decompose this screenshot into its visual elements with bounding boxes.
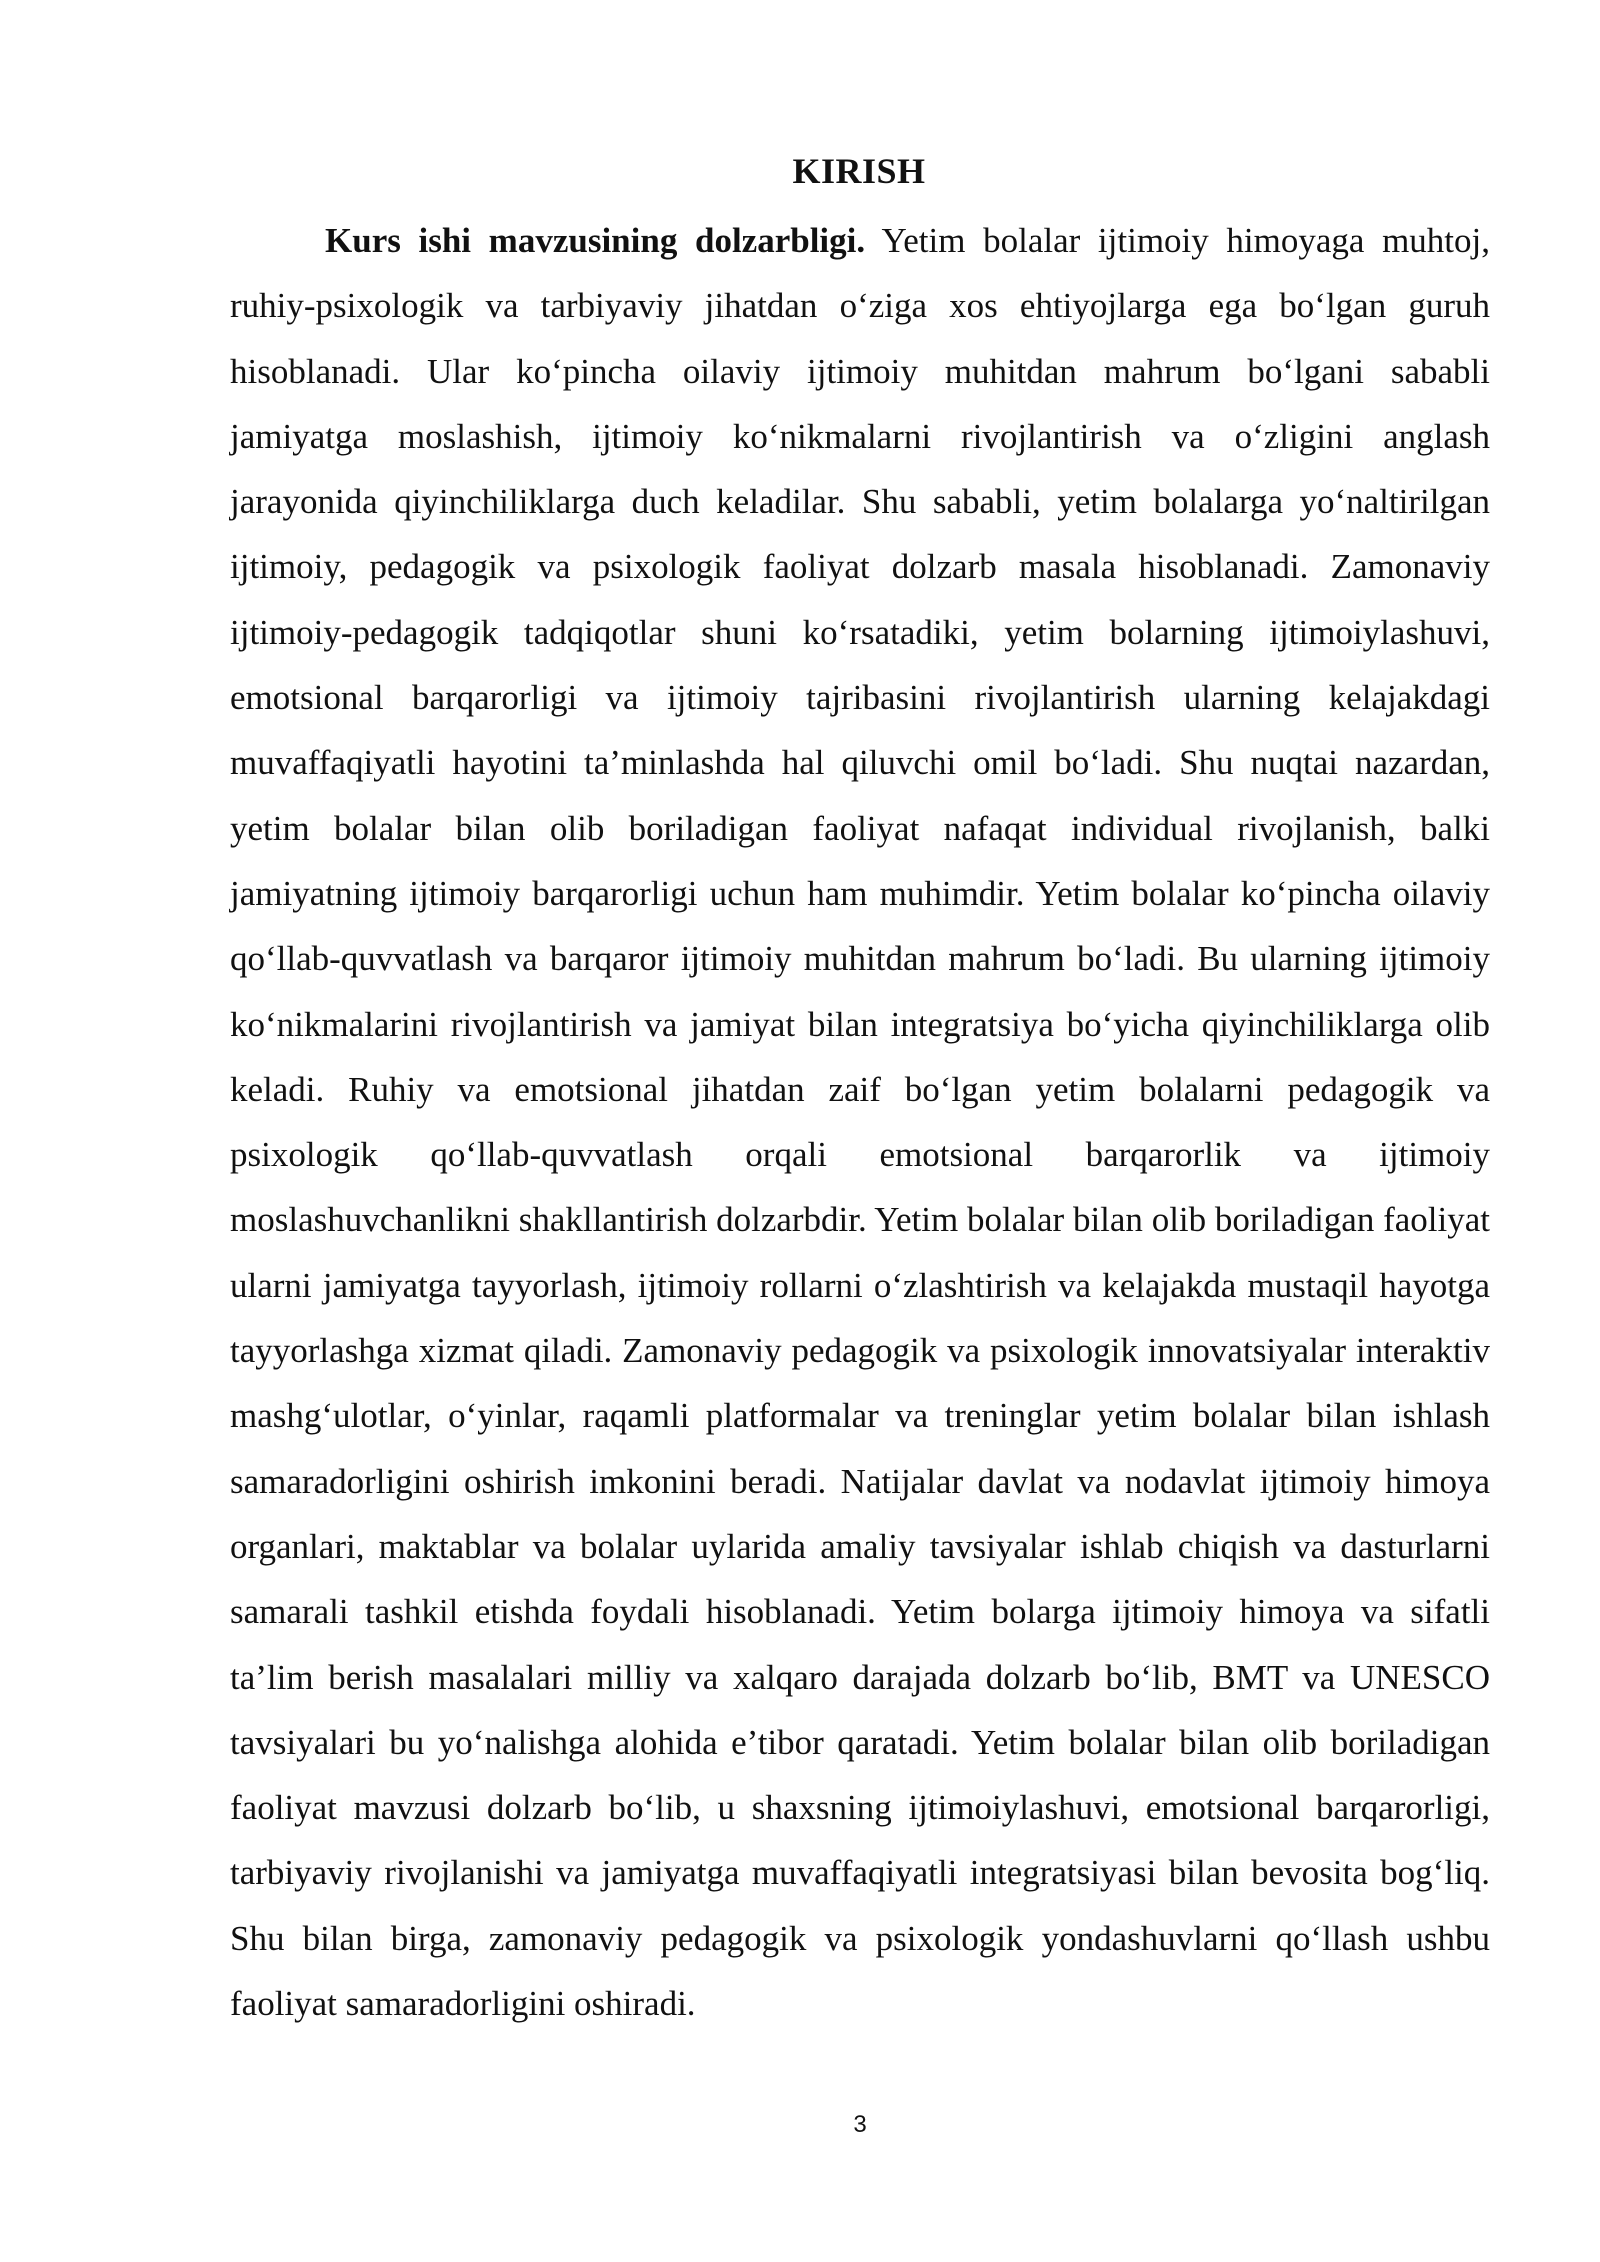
page-number: 3 — [853, 2111, 867, 2138]
section-heading: KIRISH — [792, 151, 926, 191]
paragraph-lead: Kurs ishi mavzusining dolzarbligi. — [325, 221, 866, 260]
intro-paragraph — [230, 208, 1490, 2036]
paragraph-body: Yetim bolalar ijtimoiy himoyaga muhtoj, ruhiy-psixologik va tarbiyaviy jihatdan o‘ziga xos ehtiyojlarga ega bo‘lgan guruh hisoblanadi. Ular ko‘pincha oilaviy ijtimoiy muhitdan mahrum bo‘lgani sababli jamiyatga moslashish, ijtimoiy ko‘nikmalarni rivojlantirish va o‘zligini anglash jarayonida qiyinchiliklarga duch keladilar. Shu sababli, yetim bolalarga yo‘naltirilgan ijtimoiy, pedagogik va psixologik faoliyat dolzarb masala hisoblanadi. Zamonaviy ijtimoiy-pedagogik tadqiqotlar shuni ko‘rsatadiki, yetim bolarning ijtimoiylashuvi, emotsional barqarorligi va ijtimoiy tajribasini rivojlantirish ularning kelajakdagi muvaffaqiyatli hayotini ta’minlashda hal qiluvchi omil bo‘ladi. Shu nuqtai nazardan, yetim bolalar bilan olib boriladigan faoliyat nafaqat individual rivojlanish, balki jamiyatning ijtimoiy barqarorligi uchun ham muhimdir. Yetim bolalar ko‘pincha oilaviy qo‘llab-quvvatlash va barqaror ijtimoiy muhitdan mahrum bo‘ladi. Bu ularning ijtimoiy ko‘nikmalarini rivojlantirish va jamiyat bilan integratsiya bo‘yicha qiyinchiliklarga olib keladi. Ruhiy va emotsional jihatdan zaif bo‘lgan yetim bolalarni pedagogik va psixologik qo‘llab-quvvatlash orqali emotsional barqarorlik va ijtimoiy moslashuvchanlikni shakllantirish dolzarbdir. Yetim bolalar bilan olib boriladigan faoliyat ularni jamiyatga tayyorlash, ijtimoiy rollarni o‘zlashtirish va kelajakda mustaqil hayotga tayyorlashga xizmat qiladi. Zamonaviy pedagogik va psixologik innovatsiyalar interaktiv mashg‘ulotlar, o‘yinlar, raqamli platformalar va treninglar yetim bolalar bilan ishlash samaradorligini oshirish imkonini beradi. Natijalar davlat va nodavlat ijtimoiy himoya organlari, maktablar va bolalar uylarida amaliy tavsiyalar ishlab chiqish va dasturlarni samarali tashkil etishda foydali hisoblanadi. Yetim bolarga ijtimoiy himoya va sifatli ta’lim berish masalalari milliy va xalqaro darajada dolzarb bo‘lib, BMT va UNESCO tavsiyalari bu yo‘nalishga alohida e’tibor qaratadi. Yetim bolalar bilan olib boriladigan faoliyat mavzusi dolzarb bo‘lib, u shaxsning ijtimoiylashuvi, emotsional barqarorligi, tarbiyaviy rivojlanishi va jamiyatga muvaffaqiyatli integratsiyasi bilan bevosita bog‘liq. Shu bilan birga, zamonaviy pedagogik va psixologik yondashuvlarni qo‘llash ushbu faoliyat samaradorligini oshiradi. — [230, 221, 1491, 2024]
